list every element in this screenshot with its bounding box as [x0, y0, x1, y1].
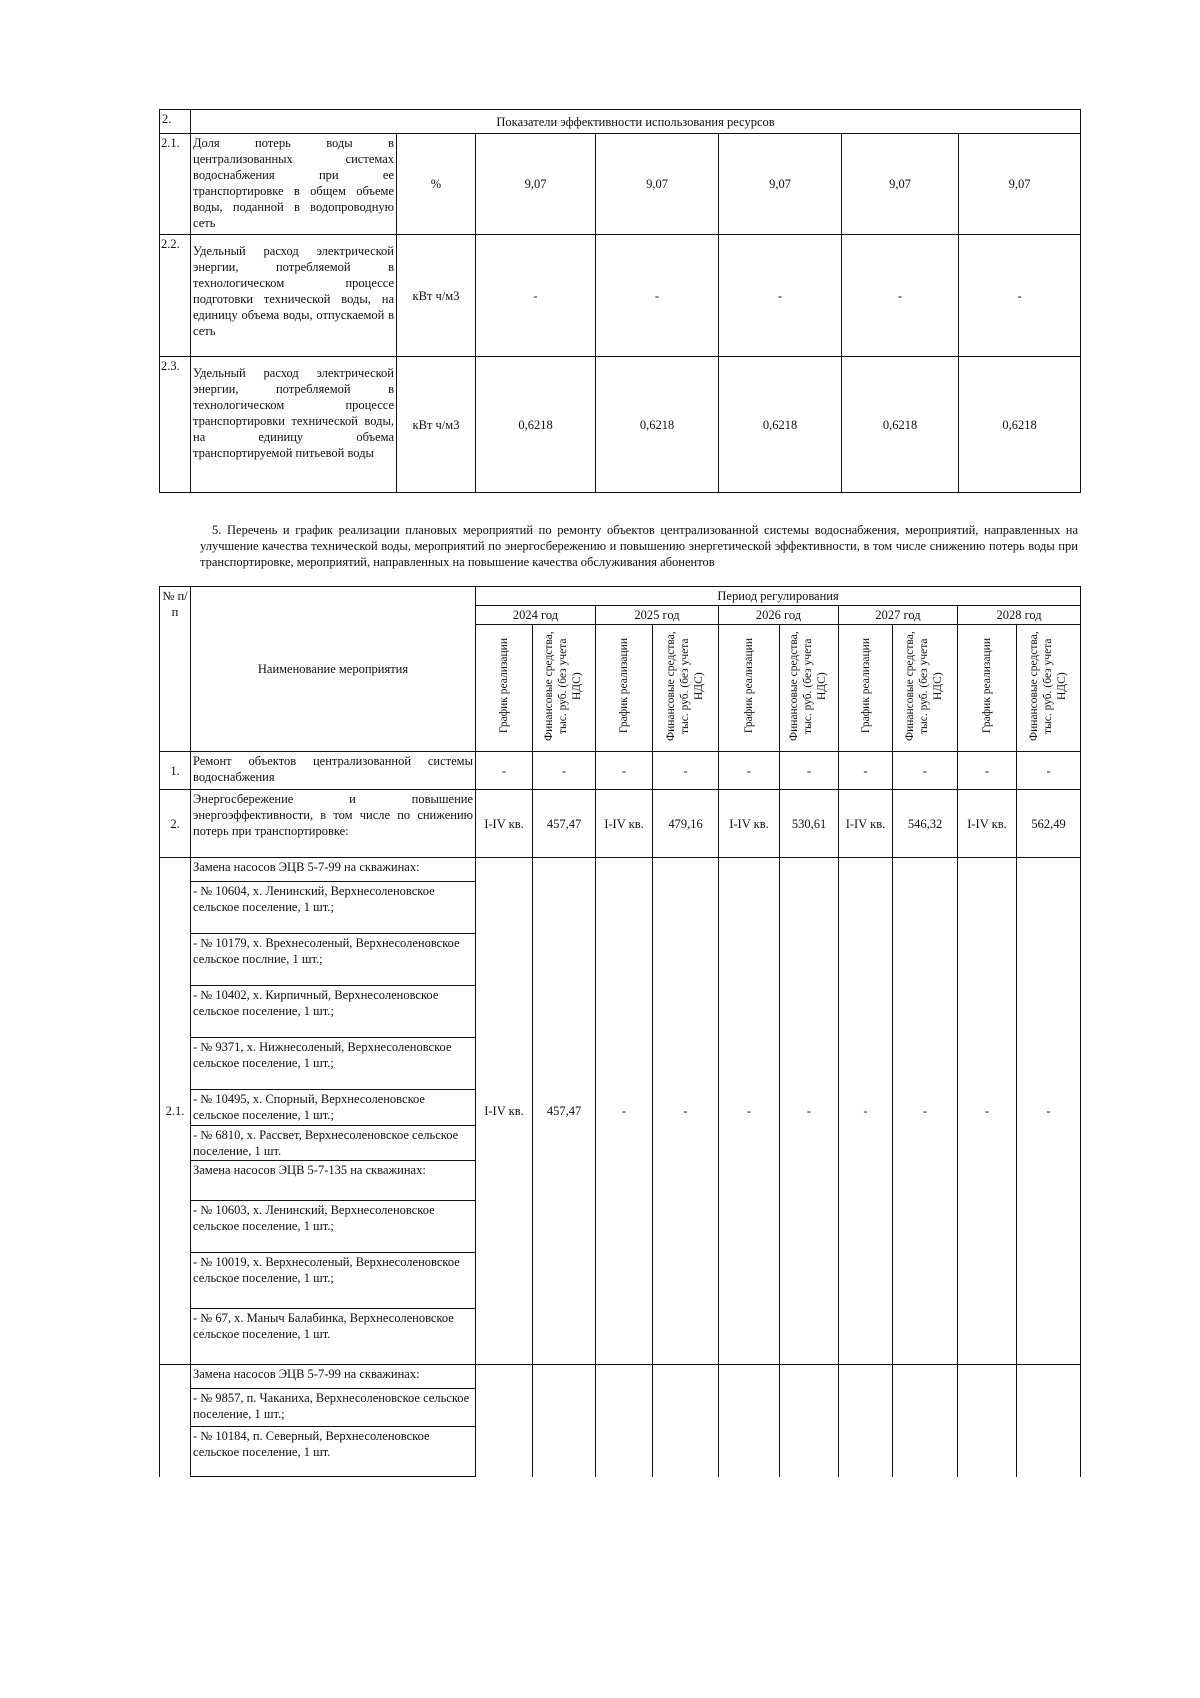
value-cell: - [839, 858, 893, 1365]
value-cell: - [1017, 858, 1081, 1365]
value-cell: 0,6218 [596, 357, 719, 493]
value-cell: 530,61 [780, 790, 839, 858]
sub-item: - № 10495, х. Спорный, Верхнесоленовское сельское поселение, 1 шт.; [191, 1090, 476, 1126]
unit: кВт ч/м3 [397, 357, 476, 493]
value-cell: 479,16 [653, 790, 719, 858]
value-cell: - [893, 752, 958, 790]
unit: % [397, 134, 476, 235]
value-cell-empty [533, 1365, 596, 1477]
row-number-empty [160, 1365, 191, 1477]
value-cell: 9,07 [719, 134, 842, 235]
sub-item: - № 9371, х. Нижнесоленый, Верхнесоленовское сельское поселение, 1 шт.; [191, 1038, 476, 1090]
value-cell-empty [476, 1365, 533, 1477]
value-cell: - [476, 752, 533, 790]
sub-item: - № 10184, п. Северный, Верхнесоленовское сельское поселение, 1 шт. [191, 1427, 476, 1477]
header-period: Период регулирования [476, 587, 1081, 606]
table-row [160, 134, 1081, 235]
value-cell: 457,47 [533, 790, 596, 858]
value-cell: 0,6218 [842, 357, 959, 493]
value-cell: - [780, 752, 839, 790]
header-year: 2025 год [596, 606, 719, 625]
sub-item: - № 10402, х. Кирпичный, Верхнесоленовское сельское поселение, 1 шт.; [191, 986, 476, 1038]
value-cell-empty [1017, 1365, 1081, 1477]
table-row [160, 752, 1081, 790]
value-cell: - [959, 235, 1081, 357]
value-cell: - [958, 752, 1017, 790]
value-cell: I-IV кв. [476, 858, 533, 1365]
value-cell: 9,07 [596, 134, 719, 235]
header-year: 2024 год [476, 606, 596, 625]
value-cell: - [780, 858, 839, 1365]
value-cell: 9,07 [476, 134, 596, 235]
row-number: 2.3. [160, 357, 191, 493]
value-cell: - [596, 752, 653, 790]
value-cell: I-IV кв. [476, 790, 533, 858]
table-row [160, 790, 1081, 858]
row-number: 2. [160, 790, 191, 858]
table-row [160, 235, 1081, 357]
value-cell: - [719, 235, 842, 357]
sub-item: - № 6810, х. Рассвет, Верхнесоленовское сельское поселение, 1 шт. [191, 1126, 476, 1161]
section-title: Показатели эффективности использования ресурсов [191, 110, 1081, 134]
value-cell: 0,6218 [719, 357, 842, 493]
sub-item: - № 10179, х. Врехнесоленый, Верхнесоленовское сельское послние, 1 шт.; [191, 934, 476, 986]
value-cell: 0,6218 [476, 357, 596, 493]
header-funds: Финансовые средства, тыс. руб. (без учета НДС) [543, 631, 583, 741]
section-number: 2. [160, 110, 191, 134]
value-cell-empty [719, 1365, 780, 1477]
header-schedule: График реализации [859, 638, 872, 734]
indicator-name: Доля потерь воды в централизованных системах водоснабжения при ее транспортировке в общем объеме воды, поданной в водопроводную сеть [191, 134, 397, 235]
value-cell: 9,07 [842, 134, 959, 235]
value-cell: - [893, 858, 958, 1365]
indicator-name: Удельный расход электрической энергии, потребляемой в технологическом процессе подготовки технической воды, на единицу объема воды, отпускаемой в сеть [191, 235, 397, 357]
value-cell: 546,32 [893, 790, 958, 858]
value-cell-empty [780, 1365, 839, 1477]
value-cell: 0,6218 [959, 357, 1081, 493]
sub-item: - № 10019, х. Верхнесоленый, Верхнесоленовское сельское поселение, 1 шт.; [191, 1253, 476, 1309]
value-cell-empty [893, 1365, 958, 1477]
header-year: 2026 год [719, 606, 839, 625]
header-funds: Финансовые средства, тыс. руб. (без учета НДС) [664, 631, 705, 741]
value-cell: - [839, 752, 893, 790]
value-cell: - [596, 858, 653, 1365]
header-schedule: График реализации [618, 638, 630, 734]
value-cell: 457,47 [533, 858, 596, 1365]
value-cell: - [719, 752, 780, 790]
value-cell-empty [596, 1365, 653, 1477]
header-funds: Финансовые средства, тыс. руб. (без учета НДС) [1027, 631, 1068, 741]
value-cell: - [653, 858, 719, 1365]
table-row [160, 357, 1081, 493]
value-cell-empty [958, 1365, 1017, 1477]
value-cell: I-IV кв. [839, 790, 893, 858]
header-funds: Финансовые средства, тыс. руб. (без учета НДС) [788, 631, 828, 741]
sub-item: Замена насосов ЭЦВ 5-7-99 на скважинах: [191, 858, 476, 882]
indicator-name: Удельный расход электрической энергии, потребляемой в технологическом процессе транспортировки технической воды, на единицу объема транспортируемой питьевой воды [191, 357, 397, 493]
value-cell: I-IV кв. [958, 790, 1017, 858]
value-cell-empty [653, 1365, 719, 1477]
value-cell: - [653, 752, 719, 790]
sub-item: - № 9857, п. Чаканиха, Верхнесоленовское сельское поселение, 1 шт.; [191, 1389, 476, 1427]
value-cell: 9,07 [959, 134, 1081, 235]
sub-item: Замена насосов ЭЦВ 5-7-135 на скважинах: [191, 1161, 476, 1201]
unit: кВт ч/м3 [397, 235, 476, 357]
header-number: № п/п [160, 587, 191, 752]
value-cell: I-IV кв. [596, 790, 653, 858]
sub-item: - № 67, х. Маныч Балабинка, Верхнесоленовское сельское поселение, 1 шт. [191, 1309, 476, 1365]
measure-name: Ремонт объектов централизованной системы водоснабжения [191, 752, 476, 790]
value-cell: - [1017, 752, 1081, 790]
value-cell: I-IV кв. [719, 790, 780, 858]
header-funds: Финансовые средства, тыс. руб. (без учета НДС) [904, 631, 944, 741]
row-number: 1. [160, 752, 191, 790]
row-number: 2.1. [160, 858, 191, 1365]
value-cell: - [958, 858, 1017, 1365]
measures-schedule-table [159, 586, 1081, 1477]
measure-name: Энергосбережение и повышение энергоэффективности, в том числе по снижению потерь при транспортировке: [191, 790, 476, 858]
value-cell: - [596, 235, 719, 357]
sub-item: - № 10604, х. Ленинский, Верхнесоленовское сельское поселение, 1 шт.; [191, 882, 476, 934]
value-cell: - [719, 858, 780, 1365]
header-schedule: График реализации [498, 638, 510, 734]
header-year: 2028 год [958, 606, 1081, 625]
header-schedule: График реализации [743, 638, 755, 734]
header-year: 2027 год [839, 606, 958, 625]
value-cell: - [842, 235, 959, 357]
sub-item: - № 10603, х. Ленинский, Верхнесоленовское сельское поселение, 1 шт.; [191, 1201, 476, 1253]
sub-item: Замена насосов ЭЦВ 5-7-99 на скважинах: [191, 1365, 476, 1389]
value-cell: 562,49 [1017, 790, 1081, 858]
resource-efficiency-table [159, 109, 1081, 493]
row-number: 2.2. [160, 235, 191, 357]
value-cell: - [533, 752, 596, 790]
section-5-paragraph: 5. Перечень и график реализации плановых мероприятий по ремонту объектов централизованной системы водоснабжения, мероприятий, направленных на улучшение качества технической воды, мероприятий по энергосбережению и повышению энергетической эффективности, в том числе снижению потерь воды при транспортировке, мероприятий, направленных на повышение качества обслуживания абонентов [200, 523, 1078, 569]
header-schedule: График реализации [981, 638, 993, 734]
value-cell: - [476, 235, 596, 357]
row-number: 2.1. [160, 134, 191, 235]
header-measure-name: Наименование мероприятия [191, 587, 476, 752]
value-cell-empty [839, 1365, 893, 1477]
